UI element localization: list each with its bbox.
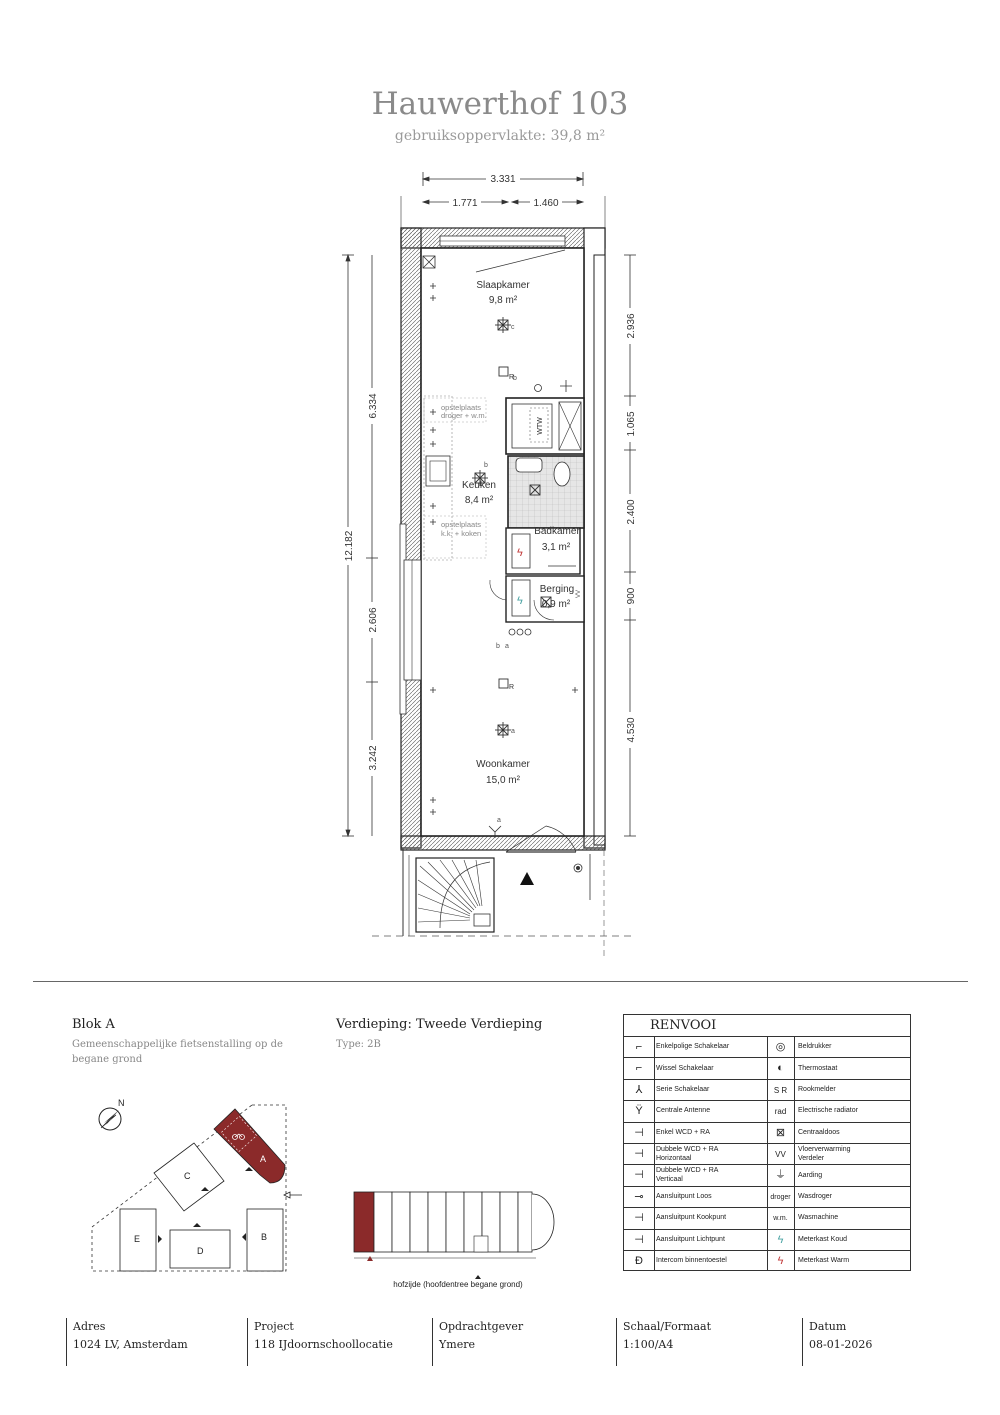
dim-right-5: 4.530 bbox=[626, 717, 637, 743]
floor-title: Verdieping: Tweede Verdieping bbox=[336, 1017, 543, 1032]
dim-top-right: 1.460 bbox=[533, 198, 559, 209]
dim-left-2: 2.606 bbox=[368, 607, 379, 633]
block-description-2: begane grond bbox=[72, 1054, 143, 1065]
legend-label: Intercom binnentoestel bbox=[656, 1257, 727, 1265]
room-keuken-name: Keuken bbox=[462, 480, 496, 491]
legend-symbol: ϟ bbox=[777, 1233, 784, 1246]
legend-symbol: ϟ bbox=[777, 1255, 784, 1267]
legend-label: Centraaldoos bbox=[798, 1128, 840, 1136]
room-badkamer-name: Badkamer bbox=[534, 526, 580, 537]
legend-symbol-icon: ⊣ bbox=[634, 1126, 644, 1139]
mark-b-hall: b bbox=[496, 643, 500, 650]
mark-b-bedroom: b bbox=[513, 375, 517, 382]
legend-symbol-icon: ⊣ bbox=[634, 1169, 644, 1182]
legend-symbol-icon: Ÿ bbox=[635, 1105, 643, 1118]
legend-label: Enkelpolige Schakelaar bbox=[656, 1043, 730, 1051]
divider bbox=[33, 981, 968, 982]
dim-left-3: 3.242 bbox=[368, 745, 379, 771]
mark-b-kitchen: b bbox=[484, 462, 488, 469]
meterkast-warm-symbol: ϟ bbox=[517, 547, 523, 559]
compass-icon bbox=[99, 1108, 121, 1130]
room-woonkamer-area: 15,0 m² bbox=[486, 775, 520, 786]
room-keuken-area: 8,4 m² bbox=[464, 495, 494, 506]
legend-label: Electrische radiator bbox=[798, 1107, 858, 1115]
floor-type: Type: 2B bbox=[336, 1039, 381, 1050]
footer-address bbox=[66, 1318, 188, 1366]
staircase bbox=[416, 858, 494, 932]
room-berging-area: 0,9 m² bbox=[541, 599, 571, 610]
floor-caption: hofzijde (hoofdentree begane grond) bbox=[393, 1280, 523, 1289]
footer-address-value: 1024 LV, Amsterdam bbox=[73, 1338, 188, 1351]
footer-client bbox=[432, 1318, 523, 1366]
footer-date bbox=[802, 1318, 872, 1366]
legend-label: Dubbele WCD + RA Verticaal bbox=[656, 1167, 719, 1183]
vv-mark: VV bbox=[576, 589, 582, 598]
footer-project bbox=[247, 1318, 393, 1366]
block-description-1: Gemeenschappelijke fietsenstalling op de bbox=[72, 1039, 283, 1050]
legend-renvooi bbox=[623, 1014, 911, 1271]
legend-label: Thermostaat bbox=[798, 1064, 838, 1072]
footer-project-value: 118 IJdoornschoollocatie bbox=[254, 1338, 393, 1351]
label-C: C bbox=[184, 1171, 191, 1181]
footer-date-label: Datum bbox=[809, 1320, 847, 1333]
label-E: E bbox=[134, 1234, 141, 1244]
legend-symbol-icon: ⊣ bbox=[634, 1148, 644, 1160]
label-A: A bbox=[260, 1154, 267, 1164]
legend-label: Aansluitpunt Loos bbox=[656, 1193, 712, 1201]
legend-label: Aansluitpunt Lichtpunt bbox=[656, 1235, 725, 1243]
footer-date-value: 08-01-2026 bbox=[809, 1338, 873, 1351]
north-label: N bbox=[118, 1098, 125, 1108]
dim-top-total: 3.331 bbox=[490, 174, 516, 185]
legend-symbol-icon: Ð bbox=[635, 1255, 643, 1267]
legend-label: Centrale Antenne bbox=[656, 1107, 711, 1115]
legend-symbol-icon: ⊣ bbox=[634, 1233, 644, 1246]
room-woonkamer-name: Woonkamer bbox=[476, 759, 530, 770]
legend-label: Meterkast Koud bbox=[798, 1235, 848, 1243]
footer-client-label: Opdrachtgever bbox=[439, 1320, 524, 1333]
legend-symbol: ◎ bbox=[775, 1041, 786, 1053]
legend-symbol-icon: ⅄ bbox=[635, 1083, 643, 1096]
opstel-2-a: opstelplaats bbox=[441, 520, 482, 529]
dim-right-2: 1.065 bbox=[626, 411, 637, 437]
room-slaapkamer-name: Slaapkamer bbox=[476, 280, 530, 291]
footer-client-value: Ymere bbox=[439, 1338, 475, 1351]
page-title: Hauwerthof 103 bbox=[371, 86, 629, 122]
meterkast-koud-symbol: ϟ bbox=[517, 595, 523, 607]
footer-address-label: Adres bbox=[73, 1320, 106, 1333]
dim-right-1: 2.936 bbox=[626, 313, 637, 339]
footer-scale-value: 1:100/A4 bbox=[623, 1338, 674, 1351]
legend-symbol-icon: ⌐ bbox=[635, 1041, 643, 1053]
utility-cupboard bbox=[506, 398, 584, 454]
legend-label: Meterkast Warm bbox=[798, 1257, 850, 1265]
legend-symbol: VV bbox=[775, 1150, 786, 1159]
opstel-1-a: opstelplaats bbox=[441, 403, 482, 412]
mark-c: c bbox=[511, 324, 515, 331]
building-diagram bbox=[340, 1180, 570, 1295]
rookmelder-mark-2: R bbox=[509, 684, 515, 691]
dim-right-4: 900 bbox=[626, 587, 637, 605]
legend-label: Wasdroger bbox=[798, 1193, 832, 1201]
legend-symbol-icon: ⊸ bbox=[634, 1190, 644, 1203]
dim-left-total: 12.182 bbox=[344, 530, 355, 562]
legend-label: Rookmelder bbox=[798, 1086, 836, 1094]
legend-symbol: ◐ bbox=[777, 1062, 784, 1075]
legend-symbol-icon: ⌐ bbox=[635, 1062, 643, 1075]
footer-scale bbox=[616, 1318, 711, 1366]
footer-scale-label: Schaal/Formaat bbox=[623, 1320, 711, 1333]
legend-label: Vloerverwarming Verdeler bbox=[798, 1146, 851, 1162]
legend-label: Enkel WCD + RA bbox=[656, 1128, 710, 1136]
dim-top-left: 1.771 bbox=[452, 198, 478, 209]
site-map bbox=[80, 1095, 310, 1275]
mark-a-entry: a bbox=[497, 817, 501, 824]
dim-left-1: 6.334 bbox=[368, 393, 379, 419]
legend-symbol: w.m. bbox=[773, 1215, 788, 1223]
legend-symbol: droger bbox=[770, 1193, 791, 1201]
legend-label: Dubbele WCD + RA Horizontaal bbox=[656, 1146, 719, 1162]
mark-a-living: a bbox=[511, 728, 515, 735]
opstel-2-b: k.k. + koken bbox=[441, 529, 482, 538]
legend-symbol: ⏚ bbox=[775, 1169, 786, 1182]
page-subtitle: gebruiksoppervlakte: 39,8 m² bbox=[394, 128, 606, 144]
label-B: B bbox=[261, 1232, 268, 1242]
legend-label: Wasmachine bbox=[798, 1214, 839, 1222]
legend-label: Serie Schakelaar bbox=[656, 1086, 710, 1094]
legend-title: RENVOOI bbox=[650, 1018, 717, 1033]
wtw-label: WTW bbox=[537, 417, 544, 435]
legend-label: Aarding bbox=[798, 1171, 823, 1179]
legend-label: Aansluitpunt Kookpunt bbox=[656, 1214, 727, 1222]
room-badkamer-area: 3,1 m² bbox=[541, 542, 571, 553]
room-slaapkamer-area: 9,8 m² bbox=[488, 295, 518, 306]
label-D: D bbox=[197, 1246, 204, 1256]
legend-symbol: rad bbox=[774, 1107, 787, 1117]
rookmelder-mark-1: R bbox=[509, 374, 515, 381]
entrance-arrow bbox=[520, 872, 534, 885]
mark-a-hall: a bbox=[505, 643, 509, 650]
block-title: Blok A bbox=[72, 1017, 115, 1032]
legend-symbol: S R bbox=[773, 1085, 788, 1095]
room-berging-name: Berging bbox=[539, 584, 575, 595]
legend-label: Wissel Schakelaar bbox=[656, 1064, 714, 1072]
legend-label: Beldrukker bbox=[798, 1043, 832, 1051]
footer-project-label: Project bbox=[254, 1320, 294, 1333]
dim-right-3: 2.400 bbox=[626, 499, 637, 525]
legend-symbol-icon: ⊣ bbox=[634, 1212, 644, 1225]
legend-symbol: ⊠ bbox=[775, 1126, 786, 1139]
opstel-1-b: droger + w.m. bbox=[441, 411, 487, 420]
